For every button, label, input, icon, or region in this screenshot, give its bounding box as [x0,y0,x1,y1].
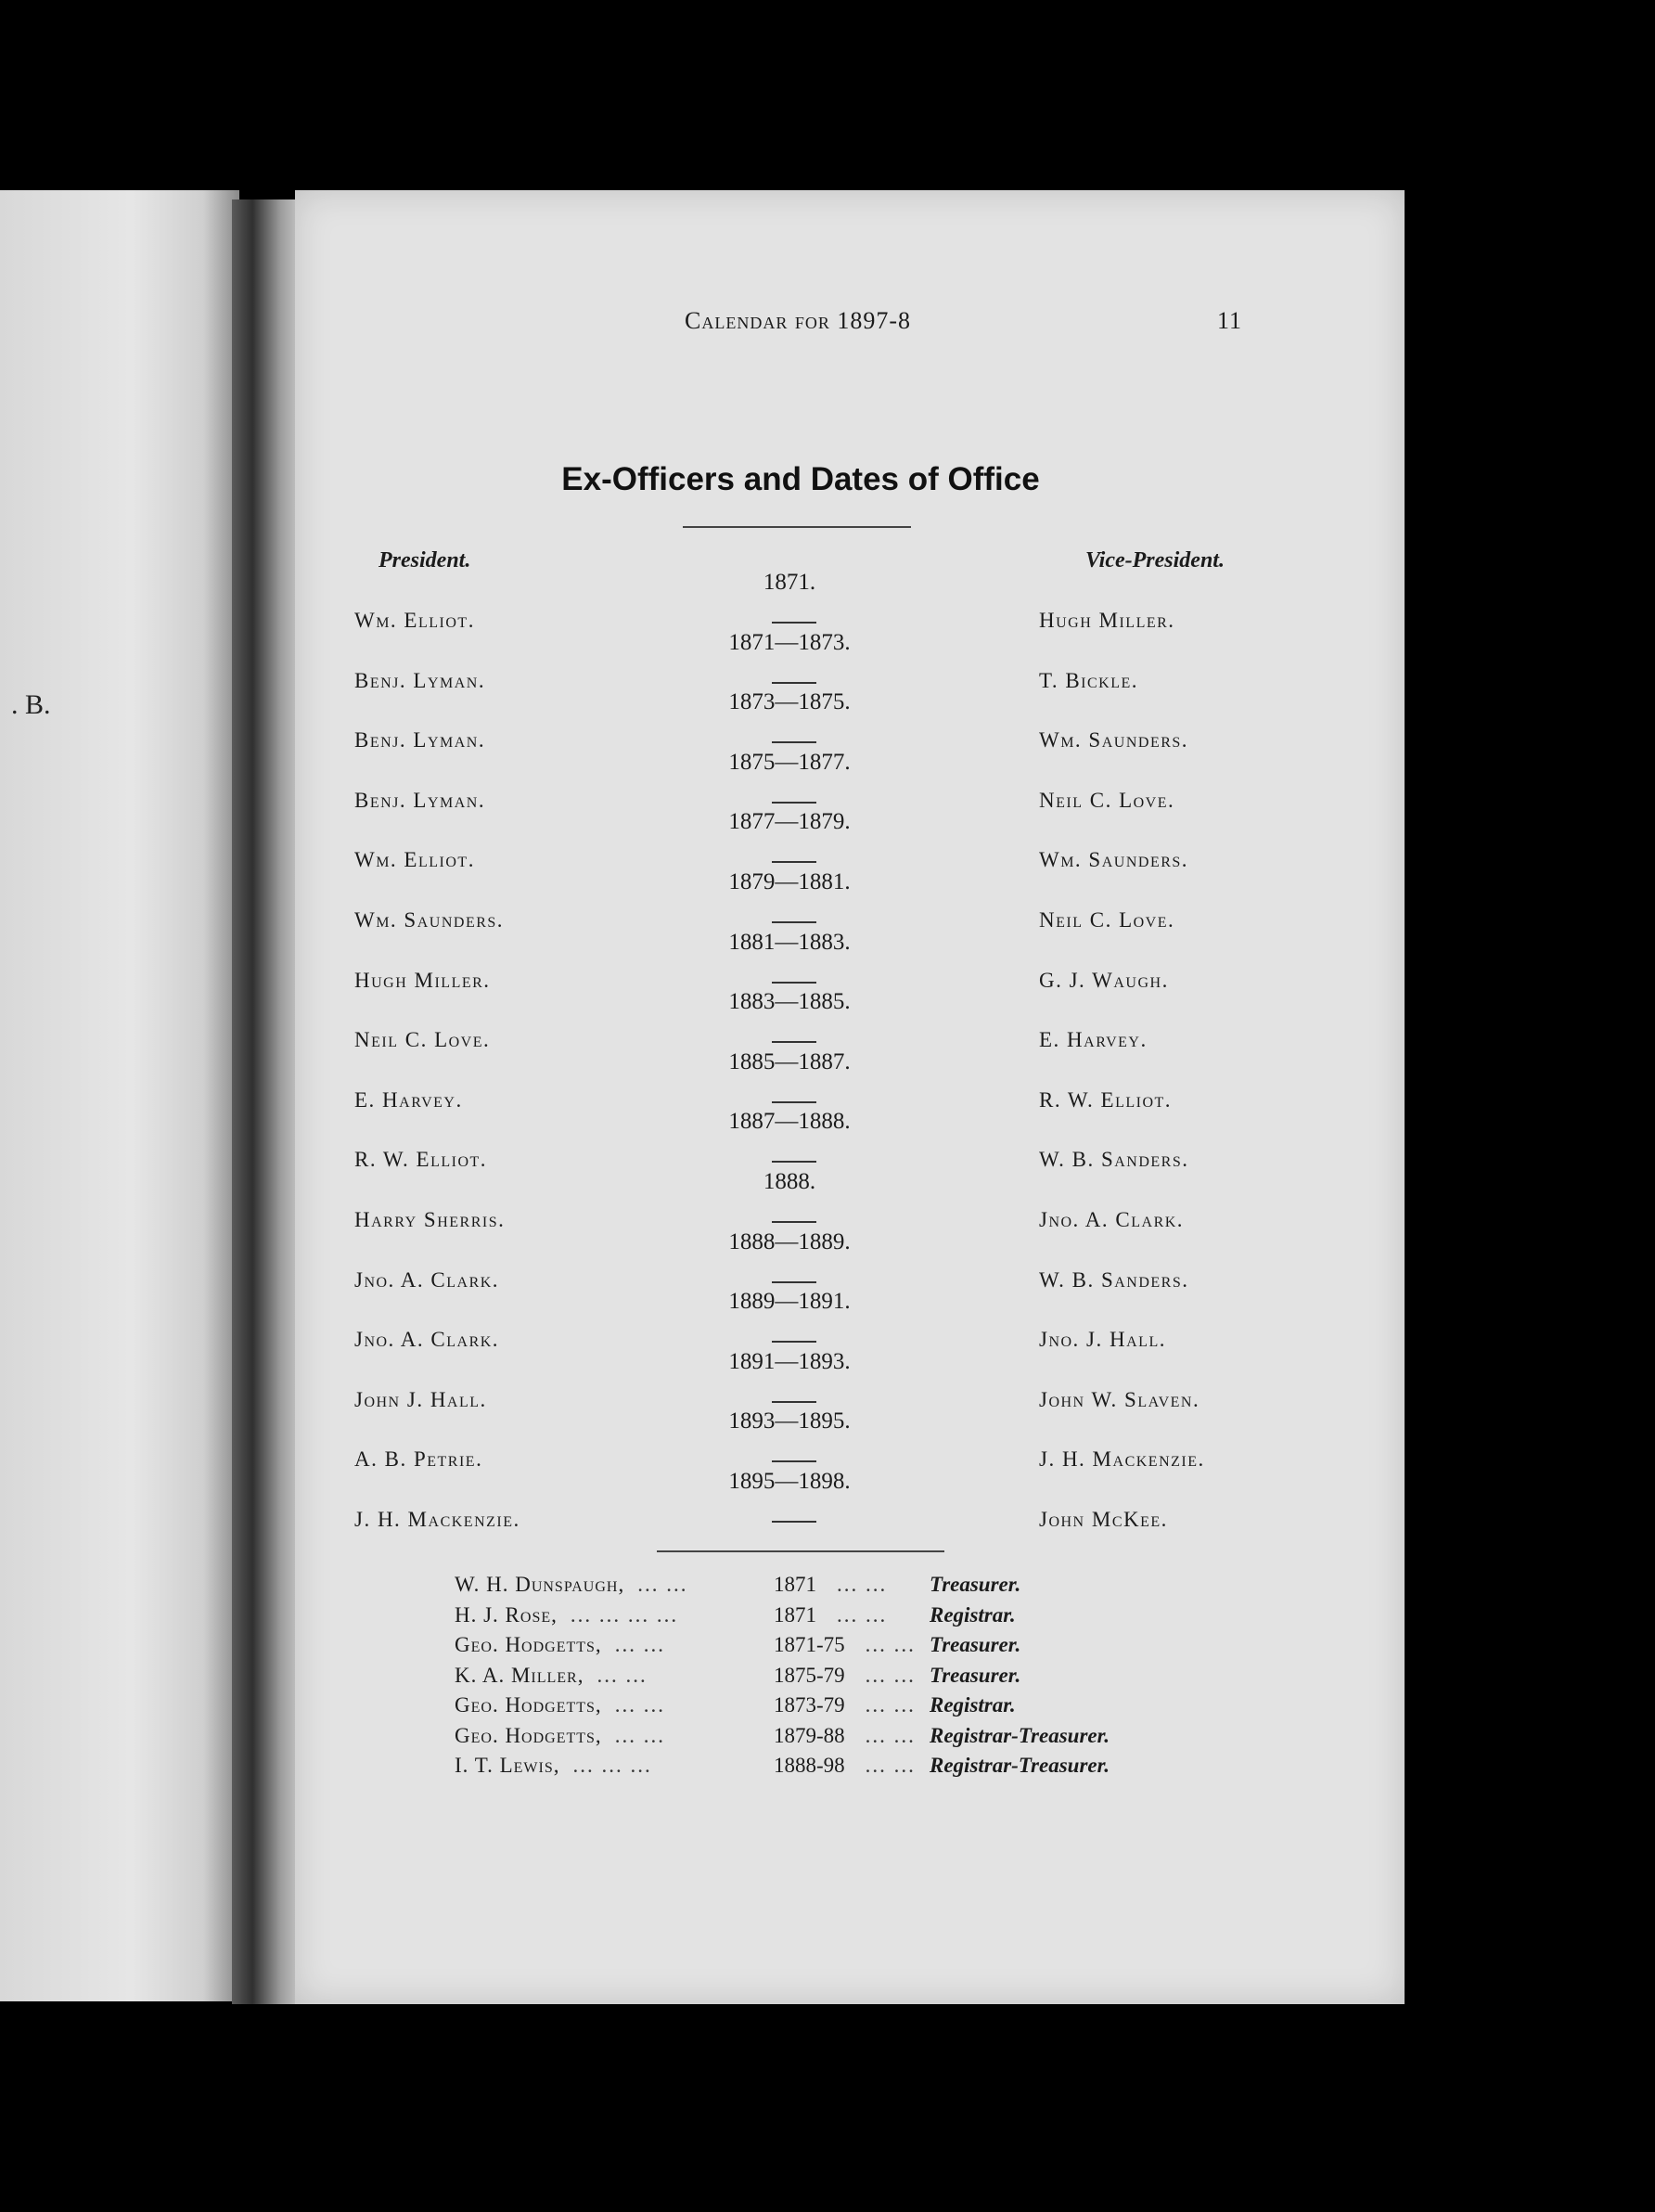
officer-role: Registrar. [930,1602,1016,1627]
officer-name-text: Geo. Hodgetts, [455,1723,602,1747]
vice-president-name: Jno. A. Clark. [1039,1208,1185,1231]
officer-role: Registrar-Treasurer. [930,1723,1110,1747]
book-spine [232,199,301,2004]
vice-president-column-heading: Vice-President. [1085,548,1225,572]
officer-years [774,1573,887,1597]
term-dash [772,921,816,923]
vice-president-name: Wm. Saunders. [1039,728,1189,752]
term-dates: 1871. [763,570,816,595]
vice-president-name: W. B. Sanders. [1039,1267,1189,1292]
officer-record [455,1693,1289,1723]
leader-dots: ... ... [865,1723,916,1747]
right-page [295,190,1405,2004]
vice-president-name: J. H. Mackenzie. [1039,1447,1205,1472]
term-dash [772,1401,816,1403]
term-dash [772,1161,816,1163]
vice-president-name: John W. Slaven. [1039,1387,1200,1411]
vice-president-name: Neil C. Love. [1039,908,1175,932]
officer-name [455,1633,665,1657]
left-page [0,190,239,2001]
term-dates: 1881—1883. [728,929,851,955]
vice-president-name: G. J. Waugh. [1039,968,1169,992]
term-dates: 1883—1885. [728,989,851,1015]
leader-dots: ... ... [597,1663,648,1687]
term-dash [772,1460,816,1462]
leader-dots: ... ... [614,1633,665,1656]
officer-record [455,1754,1289,1783]
term-dates: 1888. [763,1169,816,1194]
term-dates: 1888—1889. [728,1228,851,1254]
officer-years [774,1693,916,1717]
officer-record [455,1664,1289,1693]
officer-name-text: Geo. Hodgetts, [455,1633,602,1656]
president-name: Neil C. Love. [354,1028,491,1052]
president-name: E. Harvey. [354,1087,463,1112]
leader-dots: ... ... [837,1573,888,1596]
heading-rule [683,526,911,528]
president-name: J. H. Mackenzie. [354,1508,520,1531]
leader-dots: ... ... [865,1754,916,1777]
term-dash [772,1041,816,1043]
vice-president-name: E. Harvey. [1039,1028,1148,1052]
president-name: Wm. Elliot. [354,848,475,872]
officer-years-text: 1888-98 [774,1754,845,1777]
officer-years-text: 1879-88 [774,1723,845,1747]
officer-name-text: I. T. Lewis, [455,1754,560,1777]
officer-role: Treasurer. [930,1663,1021,1687]
president-name: R. W. Elliot. [354,1148,488,1172]
president-name: A. B. Petrie. [354,1447,483,1472]
officer-role: Registrar-Treasurer. [930,1754,1110,1777]
president-name: Hugh Miller. [354,968,491,992]
term-dates: 1889—1891. [728,1289,851,1315]
leader-dots: ... ... [637,1573,688,1596]
officer-name-text: Geo. Hodgetts, [455,1693,602,1717]
leader-dots: ... ... [614,1693,665,1717]
term-dash [772,622,816,624]
vice-president-name: W. B. Sanders. [1039,1148,1189,1172]
term-dash [772,1221,816,1223]
leader-dots: ... ... [865,1663,916,1687]
term-dates: 1895—1898. [728,1469,851,1494]
term-dash [772,1281,816,1283]
leader-dots: ... ... [865,1693,916,1717]
term-dash [772,861,816,863]
officer-years-text: 1871 [774,1602,816,1627]
president-name: Wm. Saunders. [354,908,505,932]
term-dates: 1891—1893. [728,1348,851,1374]
term-dates: 1875—1877. [728,749,851,775]
officer-years-text: 1871-75 [774,1633,845,1656]
officer-years-text: 1871 [774,1573,816,1596]
officer-name-text: H. J. Rose, [455,1602,558,1627]
officer-role: Treasurer. [930,1573,1021,1596]
officer-record [455,1633,1289,1663]
officer-record [455,1573,1289,1602]
term-dash [772,982,816,984]
vice-president-name: Wm. Saunders. [1039,848,1189,872]
officer-name [455,1724,665,1748]
leader-dots: ... ... [865,1633,916,1656]
term-dates: 1885—1887. [728,1048,851,1074]
officer-name [455,1754,652,1778]
officer-years [774,1754,916,1778]
leader-dots: ... ... ... ... [570,1602,679,1627]
term-dash [772,802,816,804]
term-dash [772,682,816,684]
officer-name-text: K. A. Miller, [455,1663,584,1687]
president-name: Wm. Elliot. [354,609,475,632]
officer-years [774,1724,916,1748]
officer-record [455,1603,1289,1633]
leader-dots: ... ... [614,1723,665,1747]
term-dates: 1877—1879. [728,809,851,835]
president-name: Harry Sherris. [354,1208,506,1231]
president-column-heading: President. [378,548,471,572]
term-dates: 1879—1881. [728,869,851,894]
officer-years [774,1664,916,1688]
section-rule [657,1550,944,1552]
officer-entry [295,1469,1405,1567]
president-name: Jno. A. Clark. [354,1328,500,1352]
president-name: Benj. Lyman. [354,668,486,692]
officer-years-text: 1873-79 [774,1693,845,1717]
term-dash [772,1521,816,1523]
term-dates: 1887—1888. [728,1109,851,1135]
officer-name [455,1573,687,1597]
running-header: Calendar for 1897-8 [685,307,912,334]
vice-president-name: R. W. Elliot. [1039,1087,1173,1112]
officer-name-text: W. H. Dunspaugh, [455,1573,625,1596]
officer-years [774,1633,916,1657]
vice-president-name: Jno. J. Hall. [1039,1328,1166,1352]
president-name: Benj. Lyman. [354,788,486,812]
leader-dots: ... ... ... [572,1754,652,1777]
president-name: John J. Hall. [354,1387,487,1411]
officer-record [455,1724,1289,1754]
officer-role: Treasurer. [930,1633,1021,1656]
term-dash [772,1341,816,1343]
officer-name [455,1693,665,1717]
officer-role: Registrar. [930,1693,1016,1717]
officer-name [455,1603,678,1627]
term-dash [772,741,816,743]
president-name: Jno. A. Clark. [354,1267,500,1292]
officer-name [455,1664,648,1688]
left-page-fragment: . B. [11,689,51,720]
page-number: 11 [1217,307,1243,334]
vice-president-name: T. Bickle. [1039,668,1139,692]
vice-president-name: Neil C. Love. [1039,788,1175,812]
term-dates: 1873—1875. [728,689,851,715]
president-name: Benj. Lyman. [354,728,486,752]
officer-years [774,1603,887,1627]
term-dash [772,1101,816,1103]
officer-years-text: 1875-79 [774,1663,845,1687]
page-heading: Ex-Officers and Dates of Office [561,461,1040,497]
term-dates: 1893—1895. [728,1408,851,1434]
vice-president-name: Hugh Miller. [1039,609,1175,632]
term-dates: 1871—1873. [728,629,851,655]
vice-president-name: John McKee. [1039,1508,1168,1531]
leader-dots: ... ... [837,1602,888,1627]
